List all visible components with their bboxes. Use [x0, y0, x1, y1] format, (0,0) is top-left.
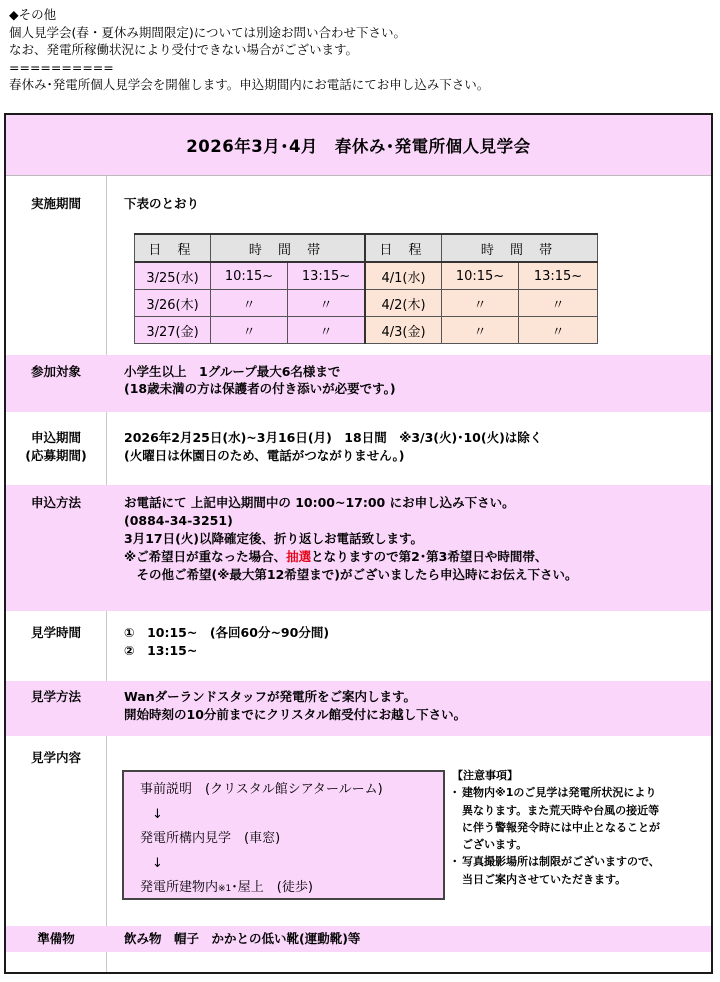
table-row: [135, 262, 598, 290]
lottery-highlight: 抽選: [286, 549, 312, 564]
section-label: (応募期間): [25, 448, 87, 463]
section-items: [6, 926, 711, 952]
section-label: 準備物: [37, 931, 75, 946]
time-line: ② 13:15~: [124, 643, 198, 658]
intro-line: 個人見学会(春・夏休み期間限定)については別途お問い合わせ下さい。: [9, 24, 407, 40]
event-info-frame: [4, 113, 713, 974]
section-target: [6, 355, 711, 412]
section-label: 見学内容: [30, 750, 81, 765]
notes-heading: 【注意事項】: [452, 769, 518, 782]
section-label: 参加対象: [30, 364, 81, 379]
table-header: 日 程: [135, 234, 211, 262]
down-arrow-icon: ↓: [152, 806, 163, 822]
note-text: ございます。: [462, 838, 528, 852]
table-cell: 10:15~: [442, 262, 519, 290]
section-time: [6, 611, 711, 681]
intro-line: なお、発電所稼働状況により受付できない場合がございます。: [9, 42, 359, 58]
how-line: 開始時刻の10分前までにクリスタル館受付にお越し下さい。: [124, 707, 467, 722]
flow-step-text: ･屋上 (徒歩): [231, 880, 313, 896]
section-label: 実施期間: [30, 196, 81, 211]
table-header: 時 間 帯: [211, 234, 366, 262]
section-how: [6, 681, 711, 736]
table-cell: 3/25(水): [135, 262, 211, 290]
table-cell: 〃: [211, 290, 288, 317]
time-line: ① 10:15~ (各回60分~90分間): [124, 625, 330, 640]
note-item: [452, 784, 710, 801]
intro-line: 春休み･発電所個人見学会を開催します。申込期間内にお電話にてお申し込み下さい。: [9, 77, 490, 93]
note-text: に伴う警報発令時には中止となることが: [462, 820, 660, 834]
intro-line: ◆その他: [9, 7, 57, 22]
table-header: 時 間 帯: [442, 234, 598, 262]
table-cell: 13:15~: [519, 262, 598, 290]
section-label: 申込方法: [30, 495, 81, 510]
note-text: 異なります。また荒天時や台風の接近等: [462, 803, 660, 817]
bullet-icon: ･: [452, 786, 458, 800]
tour-flow-box: [122, 770, 445, 900]
table-cell: 4/1(水): [365, 262, 442, 290]
flow-step: 発電所構内見学 (車窓): [140, 831, 281, 847]
how-line: Wanダーランドスタッフが発電所をご案内します。: [124, 689, 417, 704]
event-title: 2026年3月･4月 春休み･発電所個人見学会: [6, 115, 711, 176]
note-text: 写真撮影場所は制限がございますので、: [462, 855, 660, 869]
section-label: 見学時間: [30, 625, 81, 640]
method-text: となりますので第2･第3希望日や時間帯、: [311, 549, 548, 564]
intro-text: [9, 6, 489, 94]
items-text: 飲み物 帽子 かかとの低い靴(運動靴)等: [124, 931, 361, 946]
section-label: 申込期間: [30, 430, 81, 445]
table-cell: 〃: [442, 317, 519, 344]
note-text: 当日ご案内させていただきます。: [462, 872, 627, 886]
table-header: 日 程: [365, 234, 442, 262]
intro-divider: ==========: [9, 59, 114, 75]
footnote-mark: ※1: [218, 884, 232, 895]
flow-step-text: 発電所建物内: [140, 880, 219, 896]
method-text: ※ご希望日が重なった場合、: [124, 549, 287, 564]
table-row: [135, 290, 598, 317]
table-cell: 4/3(金): [365, 317, 442, 344]
table-cell: 〃: [519, 290, 598, 317]
method-line: (0884-34-3251): [124, 513, 233, 528]
section-method: [6, 485, 711, 611]
method-line: その他ご希望(※最大第12希望まで)がございましたら申込時にお伝え下さい。: [124, 567, 578, 582]
down-arrow-icon: ↓: [152, 855, 163, 871]
flow-step: [140, 878, 443, 903]
table-cell: 〃: [442, 290, 519, 317]
table-cell: 〃: [211, 317, 288, 344]
table-cell: 〃: [519, 317, 598, 344]
method-line: 3月17日(火)以降確定後、折り返しお電話致します。: [124, 531, 424, 546]
method-line: [124, 548, 547, 565]
schedule-table: [134, 233, 598, 344]
table-cell: 〃: [288, 317, 366, 344]
table-cell: 10:15~: [211, 262, 288, 290]
apply-period-line: (火曜日は休園日のため、電話がつながりません。): [124, 448, 405, 463]
section-label: 見学方法: [30, 689, 81, 704]
bullet-icon: ･: [452, 855, 458, 869]
table-row: [135, 317, 598, 344]
note-text: 建物内※1のご見学は発電所状況により: [462, 786, 657, 800]
target-line: (18歳未満の方は保護者の付き添いが必要です。): [124, 381, 396, 396]
period-text: 下表のとおり: [124, 196, 200, 211]
table-cell: 3/27(金): [135, 317, 211, 344]
note-item: [452, 853, 710, 870]
target-line: 小学生以上 1グループ最大6名様まで: [124, 364, 341, 379]
method-line: お電話にて 上記申込期間中の 10:00~17:00 にお申し込み下さい。: [124, 495, 515, 510]
section-apply-period: [6, 412, 711, 485]
apply-period-line: 2026年2月25日(水)~3月16日(月) 18日間 ※3/3(火)･10(火)は除く: [124, 430, 543, 445]
table-cell: 3/26(木): [135, 290, 211, 317]
table-cell: 13:15~: [288, 262, 366, 290]
table-cell: 4/2(木): [365, 290, 442, 317]
flow-step: 事前説明 (クリスタル館シアタールーム): [140, 782, 383, 797]
caution-notes: [452, 767, 710, 888]
section-period: [6, 175, 711, 355]
table-cell: 〃: [288, 290, 366, 317]
